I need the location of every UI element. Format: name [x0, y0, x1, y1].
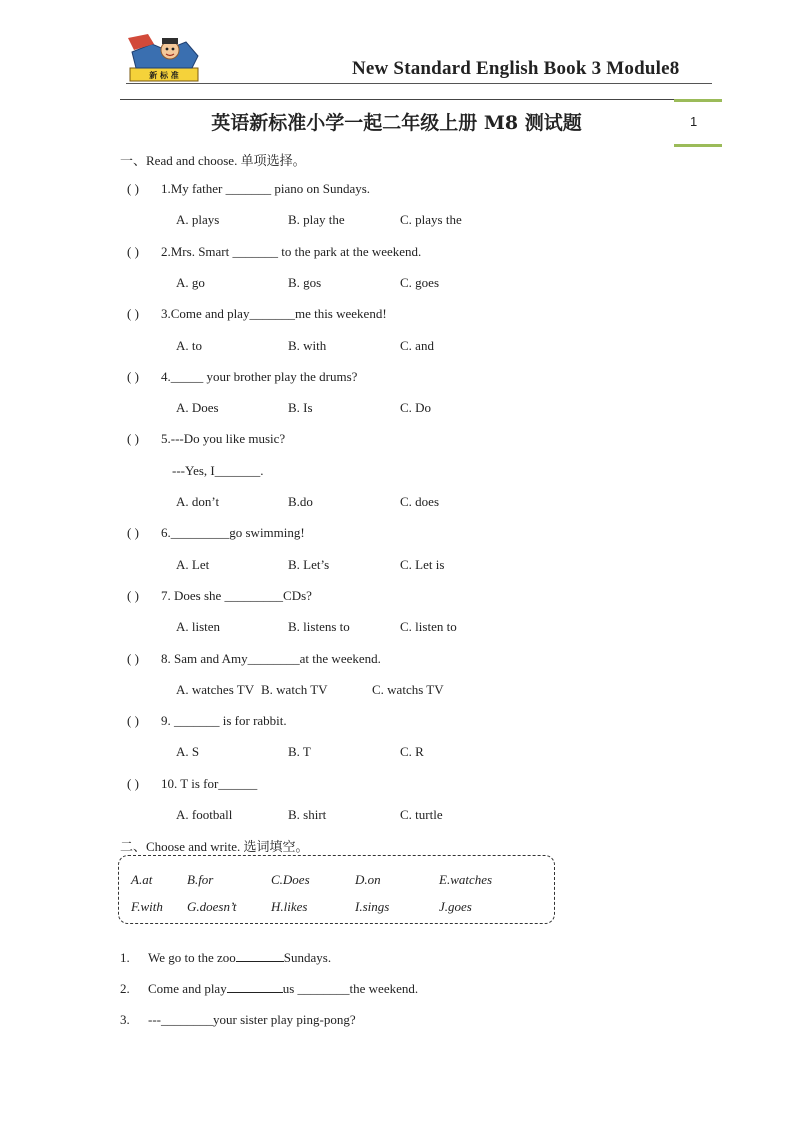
sentence-number: 2. — [120, 981, 130, 996]
option-a[interactable]: A. to — [176, 337, 202, 353]
question-2 — [127, 244, 421, 260]
word-bank-item: D.on — [355, 872, 381, 887]
answer-paren[interactable]: ( ) — [127, 368, 139, 384]
sentence-text: Come and play — [148, 981, 227, 996]
option-a[interactable]: A. go — [176, 274, 205, 290]
fill-sentence-3 — [120, 1012, 356, 1028]
option-b[interactable]: B. gos — [288, 274, 322, 290]
question-3 — [127, 306, 387, 322]
question-text: 7. Does she _________CDs? — [161, 587, 312, 603]
document-title: 英语新标准小学一起二年级上册 M8 测试题 — [211, 112, 582, 134]
option-a[interactable]: A. Does — [176, 400, 219, 416]
question-text: 5.---Do you like music? — [161, 431, 286, 447]
option-a[interactable]: A. S — [176, 744, 200, 760]
option-c[interactable]: C. does — [400, 494, 439, 509]
question-text: 9. _______ is for rabbit. — [161, 713, 287, 729]
sentence-number: 1. — [120, 950, 130, 965]
section2-heading: 二、Choose and write. 选词填空。 — [120, 839, 309, 854]
question-4 — [127, 369, 357, 385]
header-divider — [126, 83, 712, 84]
question-6 — [127, 525, 305, 541]
answer-blank[interactable] — [227, 980, 283, 993]
answer-paren[interactable]: ( ) — [127, 525, 139, 541]
publisher-logo — [126, 30, 202, 82]
question-7 — [127, 588, 312, 604]
sentence-text: ---________your sister play ping-pong? — [148, 1012, 356, 1027]
option-a[interactable]: A. don’t — [176, 494, 220, 509]
option-c[interactable]: C. R — [400, 744, 424, 760]
page-number-bar-top — [674, 99, 722, 102]
answer-paren[interactable]: ( ) — [127, 243, 139, 259]
sentence-number: 3. — [120, 1012, 130, 1027]
option-c[interactable]: C. watchs TV — [372, 681, 444, 697]
page-number: 1 — [690, 114, 698, 129]
answer-paren[interactable]: ( ) — [127, 431, 139, 447]
word-bank — [118, 855, 555, 924]
question-text: 4._____ your brother play the drums? — [161, 368, 358, 384]
option-a[interactable]: A. plays — [176, 212, 220, 228]
question-text: 10. T is for______ — [161, 775, 258, 791]
option-b[interactable]: B. Is — [288, 400, 313, 416]
question-9 — [127, 713, 287, 729]
logo-text: 新 标 准 — [149, 71, 179, 80]
option-b[interactable]: B. Let’s — [288, 556, 330, 572]
word-bank-item: I.sings — [355, 899, 390, 914]
question-text: 6._________go swimming! — [161, 525, 305, 541]
answer-paren[interactable]: ( ) — [127, 650, 139, 666]
option-a[interactable]: A. watches TV — [176, 681, 255, 697]
question-text: 8. Sam and Amy________at the weekend. — [161, 650, 381, 666]
word-bank-item: A.at — [131, 872, 153, 887]
word-bank-item: B.for — [187, 872, 214, 887]
question-answer-line: ---Yes, I_______. — [172, 462, 264, 478]
word-bank-item: H.likes — [271, 899, 308, 914]
header-title: New Standard English Book 3 Module8 — [352, 58, 680, 79]
option-b[interactable]: B. T — [288, 744, 311, 760]
option-a[interactable]: A. Let — [176, 556, 210, 572]
answer-paren[interactable]: ( ) — [127, 306, 139, 322]
question-text: 2.Mrs. Smart _______ to the park at the weekend. — [161, 243, 422, 259]
option-c[interactable]: C. turtle — [400, 807, 443, 822]
option-a[interactable]: A. football — [176, 807, 233, 822]
question-10 — [127, 776, 257, 792]
sentence-text: We go to the zoo — [148, 950, 236, 965]
title-divider — [120, 99, 676, 100]
option-c[interactable]: C. Let is — [400, 556, 445, 572]
option-c[interactable]: C. Do — [400, 400, 432, 416]
sentence-text: Sundays. — [283, 950, 332, 965]
section1-heading: 一、Read and choose. 单项选择。 — [120, 153, 306, 168]
word-bank-item: C.Does — [271, 872, 310, 887]
option-c[interactable]: C. and — [400, 337, 434, 353]
option-b[interactable]: B. watch TV — [261, 681, 328, 697]
option-b[interactable]: B.do — [288, 494, 313, 509]
option-b[interactable]: B. shirt — [288, 807, 327, 822]
word-bank-item: J.goes — [439, 899, 472, 914]
question-text: 3.Come and play_______me this weekend! — [161, 306, 387, 322]
answer-paren[interactable]: ( ) — [127, 181, 139, 196]
fill-sentence-2 — [120, 980, 418, 997]
fill-sentence-1 — [120, 949, 331, 966]
question-5 — [127, 431, 285, 447]
word-bank-item: G.doesn’t — [187, 899, 237, 914]
option-c[interactable]: C. listen to — [400, 619, 457, 635]
option-a[interactable]: A. listen — [176, 619, 221, 635]
option-c[interactable]: C. plays the — [400, 212, 462, 228]
question-text: 1.My father _______ piano on Sundays. — [161, 181, 371, 196]
word-bank-item: E.watches — [439, 872, 493, 887]
sentence-text: us ________the weekend. — [282, 981, 419, 996]
option-c[interactable]: C. goes — [400, 274, 439, 290]
word-bank-item: F.with — [131, 899, 163, 914]
question-8 — [127, 651, 381, 667]
answer-blank[interactable] — [236, 949, 284, 962]
option-b[interactable]: B. with — [288, 337, 327, 353]
option-b[interactable]: B. play the — [288, 212, 345, 228]
answer-paren[interactable]: ( ) — [127, 775, 139, 791]
answer-paren[interactable]: ( ) — [127, 587, 139, 603]
page-number-bar-bottom — [674, 144, 722, 147]
option-b[interactable]: B. listens to — [288, 619, 350, 635]
answer-paren[interactable]: ( ) — [127, 713, 139, 729]
question-1 — [127, 181, 370, 197]
